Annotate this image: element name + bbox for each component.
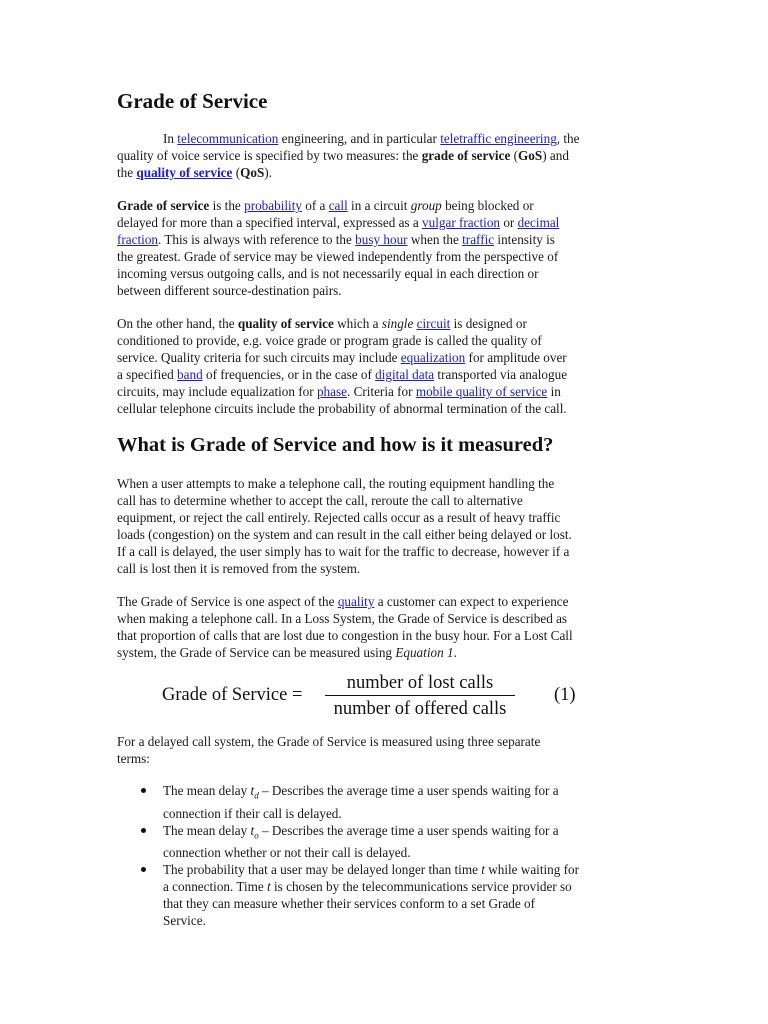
variable-subscript: o <box>254 830 259 841</box>
gos-paragraph <box>117 197 647 299</box>
measure-line-5: If a call is delayed, the user simply has to wait for the traffic to decrease, however if a <box>117 544 570 559</box>
gos-line-4: the greatest. Grade of service may be viewed independently from the perspective of <box>117 249 559 264</box>
link-circuit[interactable]: circuit <box>416 316 451 331</box>
list-item-line: that they can measure whether their services conform to a set Grade of <box>163 896 536 912</box>
text-run: , the <box>556 131 580 146</box>
gos-line-2 <box>117 214 647 231</box>
intro-paragraph <box>117 130 647 181</box>
link-telecommunication[interactable]: telecommunication <box>177 131 279 146</box>
delayed-line-1: For a delayed call system, the Grade of Service is measured using three separate <box>117 734 541 749</box>
link-vulgar-fraction[interactable]: vulgar fraction <box>422 215 501 230</box>
text-run: The mean delay <box>163 822 251 838</box>
text-run: circuits, may include equalization for <box>117 384 317 399</box>
link-phase[interactable]: phase <box>316 384 347 399</box>
text-run: . Criteria for <box>346 384 416 399</box>
measure-line-6: call is lost then it is removed from the system. <box>117 561 361 576</box>
aspect-line-3: that proportion of calls that are lost due to congestion in the busy hour. For a Lost Call <box>117 628 573 643</box>
equation-fraction <box>325 672 515 720</box>
list-item <box>117 861 657 929</box>
text-run: for amplitude over <box>465 350 567 365</box>
qos-line-3 <box>117 349 647 366</box>
link-quality[interactable]: quality <box>337 594 375 609</box>
equation-1 <box>162 672 592 722</box>
qos-line-5 <box>117 383 647 400</box>
gos-line-6: between different source-destination pairs. <box>117 283 342 298</box>
measure-line-2: call has to determine whether to accept the call, reroute the call to alternative <box>117 493 523 508</box>
link-decimal[interactable]: decimal <box>517 215 560 230</box>
text-run: is designed or <box>450 316 527 331</box>
list-item-line <box>163 861 657 878</box>
list-item-line: connection if their call is delayed. <box>163 805 342 821</box>
bold-term-qos: QoS <box>240 165 265 180</box>
text-run: being blocked or <box>441 198 534 213</box>
terms-list <box>117 782 657 929</box>
measure-line-3: equipment, or reject the call entirely. Rejected calls occur as a result of heavy traffic <box>117 510 561 525</box>
qos-line-2: conditioned to provide, e.g. voice grade or program grade is called the quality of <box>117 333 542 348</box>
text-run: of a <box>301 198 329 213</box>
text-run: which a <box>333 316 382 331</box>
list-item-line: Service. <box>163 913 206 929</box>
equation-numerator: number of lost calls <box>346 673 494 693</box>
equation-number: (1) <box>554 685 576 705</box>
list-item <box>117 822 657 862</box>
variable: t <box>267 879 271 895</box>
text-run: intensity is <box>494 232 555 247</box>
text-run: is chosen by the telecommunications service provider so <box>270 879 572 895</box>
text-run: quality of voice service is specified by two measures: the <box>117 148 422 163</box>
delayed-paragraph <box>117 733 647 767</box>
qos-line-1 <box>117 315 647 332</box>
text-run: – Describes the average time a user spends waiting for a <box>258 783 559 798</box>
text-run: ) and <box>542 148 569 163</box>
bold-term-gos: GoS <box>518 148 543 163</box>
gos-line-3 <box>117 231 647 248</box>
text-run: The probability that a user may be delayed longer than time <box>163 862 482 878</box>
text-run: – Describes the average time a user spends waiting for a <box>258 822 559 838</box>
text-run: . <box>453 645 457 660</box>
link-quality-of-service[interactable]: quality of service <box>136 165 233 180</box>
bullet-icon <box>141 867 146 872</box>
aspect-line-2: when making a telephone call. In a Loss System, the Grade of Service is described as <box>117 611 568 626</box>
text-run: when the <box>407 232 463 247</box>
text-run: a specified <box>117 367 178 382</box>
link-digital-data[interactable]: digital data <box>375 367 435 382</box>
text-run: ( <box>510 148 519 163</box>
bullet-icon <box>141 828 146 833</box>
link-probability[interactable]: probability <box>244 198 302 213</box>
text-run: delayed for more than a specified interval, expressed as a <box>117 215 423 230</box>
variable: t <box>481 862 485 878</box>
link-teletraffic-engineering[interactable]: teletraffic engineering <box>440 131 557 146</box>
text-run: service. Quality criteria for such circuits may include <box>117 350 401 365</box>
bold-term-grade-of-service: grade of service <box>421 148 511 163</box>
variable: t <box>250 822 255 838</box>
page-title: Grade of Service <box>117 89 268 113</box>
aspect-line-4 <box>117 644 647 661</box>
link-band[interactable]: band <box>177 367 203 382</box>
text-run: The mean delay <box>163 783 251 798</box>
link-busy-hour[interactable]: busy hour <box>355 232 408 247</box>
text-run: a connection. Time <box>163 879 268 895</box>
link-mobile-quality-of-service[interactable]: mobile quality of service <box>415 384 548 399</box>
link-call[interactable]: call <box>328 198 348 213</box>
text-run: The Grade of Service is one aspect of the <box>117 594 338 609</box>
gos-line-5: incoming versus outgoing calls, and is not necessarily equal in each direction or <box>117 266 539 281</box>
text-run: ). <box>264 165 272 180</box>
text-run: . This is always with reference to the <box>158 232 356 247</box>
text-run: transported via analogue <box>434 367 568 382</box>
italic-term: group <box>410 198 442 213</box>
intro-line-1 <box>117 130 647 147</box>
bold-term: Grade of service <box>117 198 210 213</box>
link-equalization[interactable]: equalization <box>400 350 466 365</box>
link-fraction[interactable]: fraction <box>117 232 159 247</box>
list-item-line <box>163 878 657 895</box>
delayed-line-2: terms: <box>117 751 150 766</box>
text-run: On the other hand, the <box>117 316 238 331</box>
list-item-line <box>163 782 657 805</box>
list-item-line <box>163 822 657 845</box>
aspect-paragraph <box>117 593 647 661</box>
qos-line-4 <box>117 366 647 383</box>
measure-paragraph <box>117 475 647 577</box>
list-item <box>117 782 657 822</box>
text-run: engineering, and in particular <box>278 131 441 146</box>
text-run: or <box>500 215 518 230</box>
variable-subscript: d <box>254 790 259 801</box>
equation-denominator: number of offered calls <box>333 699 507 719</box>
gos-line-1 <box>117 197 647 214</box>
qos-line-6: cellular telephone circuits include the probability of abnormal termination of the call. <box>117 401 567 416</box>
intro-line-3 <box>117 164 647 181</box>
section-heading: What is Grade of Service and how is it measured? <box>117 434 554 456</box>
text-run: is the <box>209 198 245 213</box>
qos-paragraph <box>117 315 647 417</box>
measure-line-1: When a user attempts to make a telephone call, the routing equipment handling the <box>117 476 555 491</box>
text-run: system, the Grade of Service can be measured using <box>117 645 396 660</box>
list-item-line: connection whether or not their call is delayed. <box>163 845 411 861</box>
measure-line-4: loads (congestion) on the system and can result in the call either being delayed or lost. <box>117 527 572 542</box>
text-run: in <box>547 384 561 399</box>
text-run: the <box>117 165 137 180</box>
text-run: ( <box>232 165 241 180</box>
bold-term: quality of service <box>237 316 334 331</box>
text-run: of frequencies, or in the case of <box>202 367 376 382</box>
fraction-bar <box>325 695 515 696</box>
link-traffic[interactable]: traffic <box>462 232 495 247</box>
text-run: a customer can expect to experience <box>374 594 569 609</box>
italic-term: single <box>381 316 414 331</box>
equation-reference: Equation 1 <box>395 645 454 660</box>
text-run: while waiting for <box>484 862 580 878</box>
variable: t <box>250 783 255 798</box>
aspect-line-1 <box>117 593 647 610</box>
intro-line-2 <box>117 147 647 164</box>
equation-lhs: Grade of Service = <box>162 685 303 705</box>
text-run: In <box>163 131 178 146</box>
bullet-icon <box>141 788 146 793</box>
text-run: in a circuit <box>347 198 411 213</box>
